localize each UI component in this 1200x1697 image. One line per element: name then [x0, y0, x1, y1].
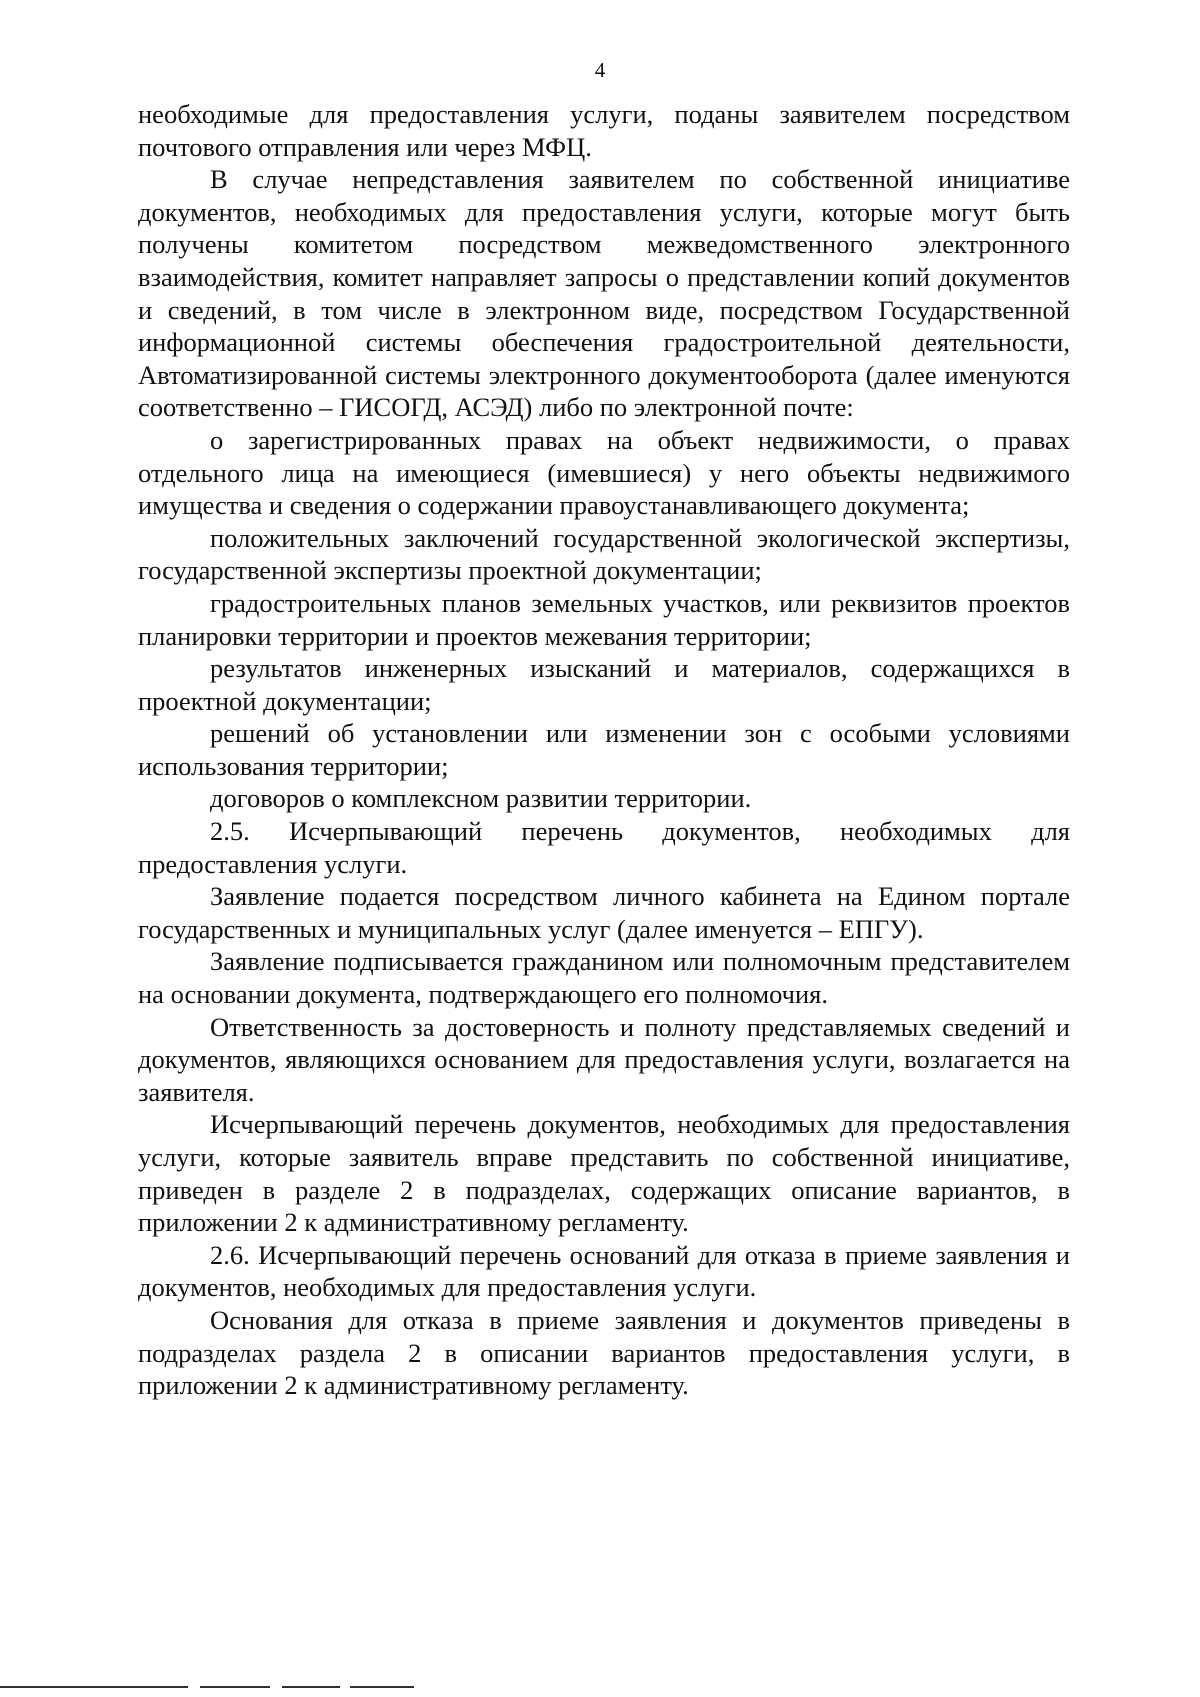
page-number: 4: [594, 58, 606, 82]
footer-divider: [200, 1686, 270, 1688]
paragraph-application-submission: Заявление подается посредством личного кабинета на Едином портале государственных и муниципальных услуг (далее именуется – ЕПГУ).: [138, 881, 1070, 944]
paragraph-continuation: необходимые для предоставления услуги, поданы заявителем посредством почтового отправления или через МФЦ.: [138, 99, 1070, 162]
list-item-registered-rights: о зарегистрированных правах на объект недвижимости, о правах отдельного лица на имеющиеся (имевшиеся) у него объекты недвижимого имущества и сведения о содержании правоустанавливающего документа;: [138, 424, 1070, 521]
footer-divider: [0, 1686, 188, 1688]
document-body: [138, 98, 1070, 1402]
paragraph-own-initiative-documents: Исчерпывающий перечень документов, необходимых для предоставления услуги, которые заявитель вправе представить по собственной инициативе, приведен в разделе 2 в подразделах, содержащих описание вариантов, в приложении 2 к административному регламенту.: [138, 1109, 1070, 1238]
list-item-expert-conclusions: положительных заключений государственной экологической экспертизы, государственной экспертизы проектной документации;: [138, 522, 1070, 586]
paragraph-responsibility: Ответственность за достоверность и полноту представляемых сведений и документов, являющихся основанием для предоставления услуги, возлагается на заявителя.: [138, 1011, 1070, 1107]
paragraph-application-signing: Заявление подписывается гражданином или полномочным представителем на основании документа, подтверждающего его полномочия.: [138, 946, 1070, 1010]
list-item-development-contracts: договоров о комплексном развитии территории.: [210, 783, 752, 814]
list-item-land-plans: градостроительных планов земельных участков, или реквизитов проектов планировки территории и проектов межевания территории;: [138, 587, 1070, 651]
paragraph-interagency-requests: В случае непредставления заявителем по собственной инициативе документов, необходимых для предоставления услуги, которые могут быть получены комитетом посредством межведомственного электронного взаимодействия, комитет направляет запросы о представлении копий документов и сведений, в том числе в электронном виде, посредством Государственной информационной системы обеспечения градостроительной деятельности, Автоматизированной системы электронного документооборота (далее именуются соответственно – ГИСОГД, АСЭД) либо по электронной почте:: [138, 164, 1070, 423]
list-item-zone-decisions: решений об установлении или изменении зон с особыми условиями использования территории;: [138, 718, 1070, 781]
section-2-6-heading: 2.6. Исчерпывающий перечень оснований для отказа в приеме заявления и документов, необходимых для предоставления услуги.: [138, 1239, 1070, 1303]
paragraph-refusal-grounds: Основания для отказа в приеме заявления и документов приведены в подразделах раздела 2 в описании вариантов предоставления услуги, в приложении 2 к административному регламенту.: [138, 1304, 1070, 1401]
section-2-5-heading: 2.5. Исчерпывающий перечень документов, необходимых для предоставления услуги.: [138, 816, 1070, 879]
list-item-survey-results: результатов инженерных изысканий и материалов, содержащихся в проектной документации;: [138, 653, 1070, 716]
footer-divider: [282, 1686, 340, 1688]
footer-divider: [350, 1686, 414, 1688]
